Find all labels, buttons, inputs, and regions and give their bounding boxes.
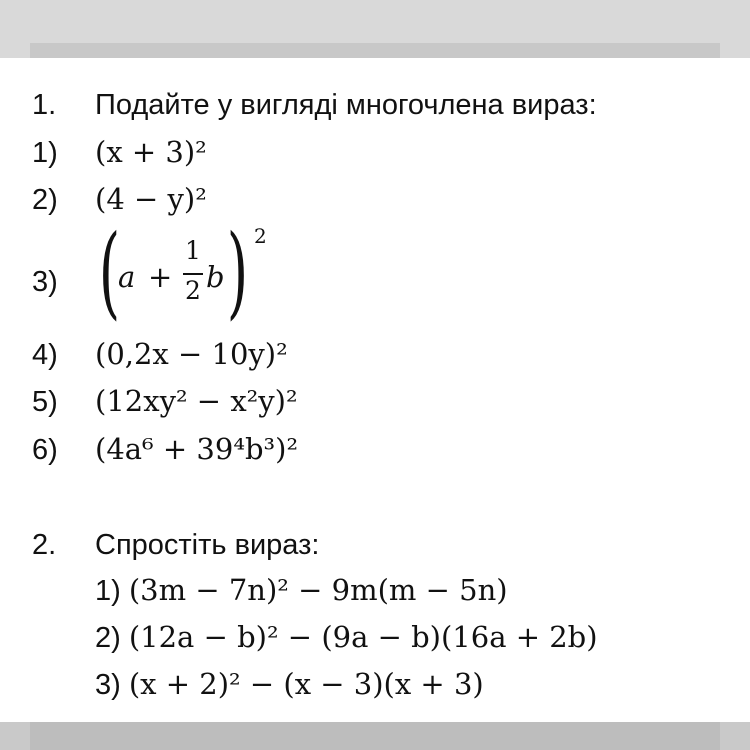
fraction-denominator: 2 bbox=[185, 276, 201, 305]
task2-title: Спростіть вираз: bbox=[95, 529, 320, 561]
item-label: 6) bbox=[32, 434, 58, 466]
task1-item-4 bbox=[0, 335, 750, 379]
fraction-bar bbox=[183, 273, 203, 275]
task1-number: 1. bbox=[32, 89, 57, 121]
item-label: 1) bbox=[95, 575, 129, 607]
item-expression: (0,2x − 10y)² bbox=[95, 337, 288, 371]
bottom-strip bbox=[30, 722, 720, 750]
item-expression: (3m − 7n)² − 9m(m − 5n) bbox=[128, 573, 508, 607]
item-label: 1) bbox=[32, 137, 58, 169]
worksheet bbox=[0, 58, 750, 722]
item-label: 5) bbox=[32, 386, 58, 418]
item-label: 3) bbox=[95, 669, 129, 701]
task1-item-5 bbox=[0, 382, 750, 426]
item-expression: (x + 3)² bbox=[95, 135, 207, 169]
task2-item-2 bbox=[0, 618, 750, 662]
task1-item-1 bbox=[0, 133, 750, 177]
item-expression: (x + 2)² − (x − 3)(x + 3) bbox=[128, 667, 484, 701]
item-row bbox=[95, 620, 598, 655]
item-expression: (4 − y)² bbox=[95, 182, 207, 216]
item-label: 4) bbox=[32, 339, 58, 371]
left-paren: ( bbox=[98, 213, 121, 330]
item-row bbox=[95, 667, 484, 702]
variable-a: a bbox=[118, 260, 136, 294]
right-paren: ) bbox=[226, 213, 249, 330]
item-label: 3) bbox=[32, 266, 58, 298]
item-expression: (4a⁶ + 39⁴b³)² bbox=[95, 432, 299, 466]
exponent: 2 bbox=[254, 224, 267, 248]
task1-title: Подайте у вигляді многочлена вираз: bbox=[95, 89, 597, 121]
item-label: 2) bbox=[32, 184, 58, 216]
fraction-numerator: 1 bbox=[185, 236, 201, 265]
top-strip bbox=[30, 43, 720, 58]
task2-number: 2. bbox=[32, 529, 57, 561]
item-expression: (12a − b)² − (9a − b)(16a + 2b) bbox=[128, 620, 598, 654]
task1-item-6 bbox=[0, 430, 750, 474]
item-label: 2) bbox=[95, 622, 129, 654]
plus-sign: + bbox=[148, 260, 173, 294]
fraction-expression bbox=[90, 213, 290, 330]
task1-item-3 bbox=[0, 213, 750, 330]
task2-item-3 bbox=[0, 665, 750, 709]
task2-heading bbox=[0, 525, 750, 569]
task1-heading bbox=[0, 85, 750, 129]
item-row bbox=[95, 573, 508, 608]
item-expression: (12xy² − x²y)² bbox=[95, 384, 298, 418]
task2-item-1 bbox=[0, 571, 750, 615]
variable-b: b bbox=[206, 260, 225, 294]
